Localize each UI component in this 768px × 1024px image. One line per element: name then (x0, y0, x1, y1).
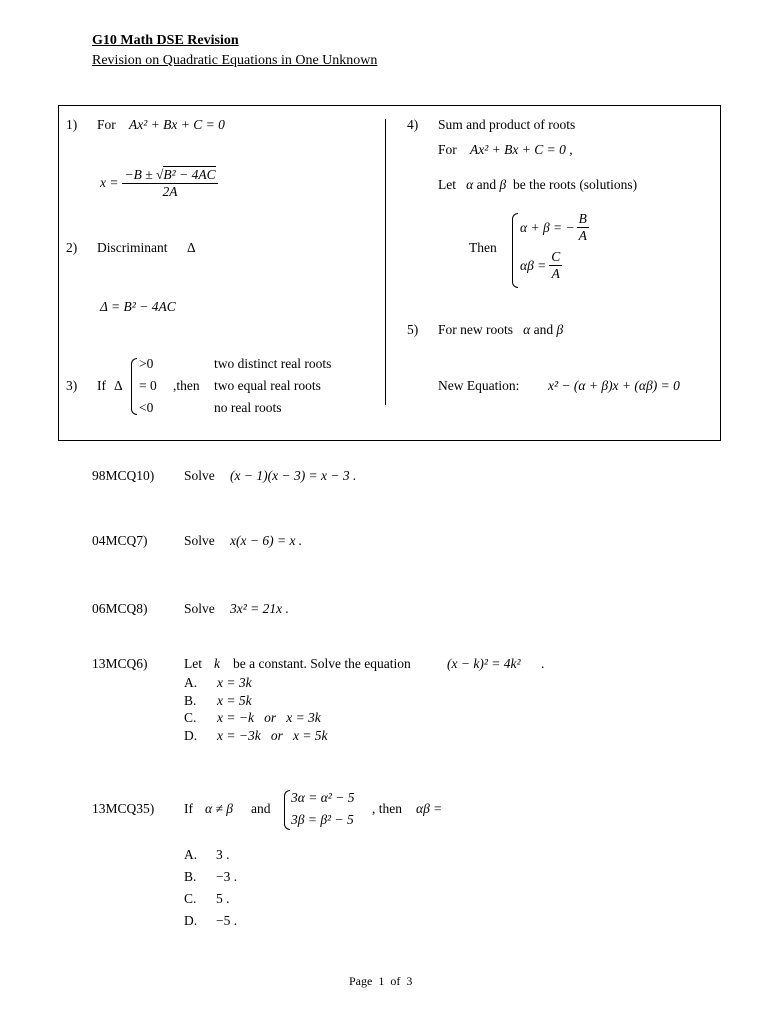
q5-then: , then (372, 801, 402, 816)
q5-option-c-label: C. (184, 891, 197, 906)
q2-prefix: Solve (184, 533, 215, 548)
item1-equation: Ax² + Bx + C = 0 (129, 117, 225, 132)
q1-expr: (x − 1)(x − 3) = x − 3 . (230, 468, 357, 483)
item4-title: Sum and product of roots (438, 117, 576, 132)
product-of-roots-den: A (551, 266, 560, 282)
q5-and: and (251, 801, 271, 816)
item3-label: If (97, 378, 106, 393)
item4-number: 4) (407, 117, 419, 132)
item3-then: ,then (173, 378, 200, 393)
item4-beta: β (499, 177, 507, 192)
item5-new-eq-label: New Equation: (438, 378, 520, 393)
item3-outcome-3: no real roots (214, 400, 282, 415)
item4-let-pre: Let (438, 177, 456, 192)
q4-k: k (214, 656, 220, 671)
q5-option-a: 3 . (216, 847, 230, 862)
item4-alpha: α (466, 177, 474, 192)
q5-option-d: −5 . (216, 913, 238, 928)
q4-option-d: x = −3k or x = 5k (217, 728, 328, 743)
item4-for-label: For (438, 142, 457, 157)
item4-brace (512, 213, 518, 288)
q5-system-2: 3β = β² − 5 (291, 812, 354, 827)
item3-number: 3) (66, 378, 78, 393)
item3-case-gt: >0 (139, 356, 154, 371)
item5-new-eq: x² − (α + β)x + (αβ) = 0 (548, 378, 680, 393)
item5-and: and (533, 322, 554, 337)
q3-prefix: Solve (184, 601, 215, 616)
q5-cond: α ≠ β (205, 801, 233, 816)
q2-code: 04MCQ7) (92, 533, 148, 548)
item2-symbol: Δ (187, 240, 196, 255)
discriminant-formula: Δ = B² − 4AC (100, 299, 176, 314)
quadratic-formula-den: 2A (162, 184, 178, 200)
q5-option-c: 5 . (216, 891, 230, 906)
sum-of-roots-num: B (577, 212, 589, 228)
q5-prefix: If (184, 801, 193, 816)
q4-middle: be a constant. Solve the equation (233, 656, 411, 671)
q5-option-d-label: D. (184, 913, 198, 928)
product-of-roots-num: C (549, 250, 562, 266)
q3-code: 06MCQ8) (92, 601, 148, 616)
q5-option-a-label: A. (184, 847, 198, 862)
document-subtitle: Revision on Quadratic Equations in One Unknown (92, 53, 378, 68)
q2-expr: x(x − 6) = x . (230, 533, 303, 548)
item3-case-eq: = 0 (139, 378, 157, 393)
item4-then: Then (469, 240, 497, 255)
q3-expr: 3x² = 21x . (230, 601, 289, 616)
quadratic-formula-lhs: x = (100, 174, 119, 190)
quadratic-formula (100, 166, 218, 199)
q5-brace (284, 790, 290, 830)
q5-option-b-label: B. (184, 869, 197, 884)
item3-symbol: Δ (114, 378, 123, 393)
sum-of-roots-den: A (578, 228, 587, 244)
q4-code: 13MCQ6) (92, 656, 148, 671)
document-title: G10 Math DSE Revision (92, 33, 239, 48)
item5-beta: β (556, 322, 564, 337)
q5-ask: αβ = (416, 801, 443, 816)
sum-of-roots (520, 212, 589, 243)
quadratic-formula-radicand: B² − 4AC (163, 167, 216, 182)
item5-alpha: α (523, 322, 531, 337)
item3-outcome-2: two equal real roots (214, 378, 321, 393)
item2-label: Discriminant (97, 240, 168, 255)
q1-code: 98MCQ10) (92, 468, 155, 483)
sum-of-roots-lhs: α + β = − (520, 219, 575, 235)
q4-option-c: x = −k or x = 3k (217, 710, 321, 725)
q5-code: 13MCQ35) (92, 801, 155, 816)
item5-number: 5) (407, 322, 419, 337)
q4-option-b: x = 5k (217, 693, 252, 708)
q5-option-b: −3 . (216, 869, 238, 884)
item4-equation: Ax² + Bx + C = 0 , (470, 142, 573, 157)
item1-number: 1) (66, 117, 78, 132)
q4-option-b-label: B. (184, 693, 197, 708)
item4-let-line (438, 178, 637, 192)
item5-label: For new roots (438, 322, 513, 337)
item4-and: and (476, 177, 497, 192)
item2-number: 2) (66, 240, 78, 255)
item4-let-post: be the roots (solutions) (512, 177, 638, 192)
page-number: Page 1 of 3 (349, 974, 413, 988)
quadratic-formula-num-pre: −B ± √ (124, 167, 164, 182)
q4-expr: (x − k)² = 4k² (447, 656, 521, 671)
q4-option-d-label: D. (184, 728, 198, 743)
item3-case-lt: <0 (139, 400, 154, 415)
item1-label: For (97, 117, 116, 132)
product-of-roots (520, 250, 562, 281)
q4-option-c-label: C. (184, 710, 197, 725)
q4-option-a: x = 3k (217, 675, 252, 690)
q4-option-a-label: A. (184, 675, 198, 690)
item5-line (438, 323, 563, 337)
q1-prefix: Solve (184, 468, 215, 483)
item3-brace (131, 358, 137, 415)
box-divider (385, 119, 386, 405)
product-of-roots-lhs: αβ = (520, 257, 547, 273)
q5-system-1: 3α = α² − 5 (291, 790, 355, 805)
q4-period: . (541, 656, 545, 671)
q4-prefix: Let (184, 656, 202, 671)
item3-outcome-1: two distinct real roots (214, 356, 332, 371)
